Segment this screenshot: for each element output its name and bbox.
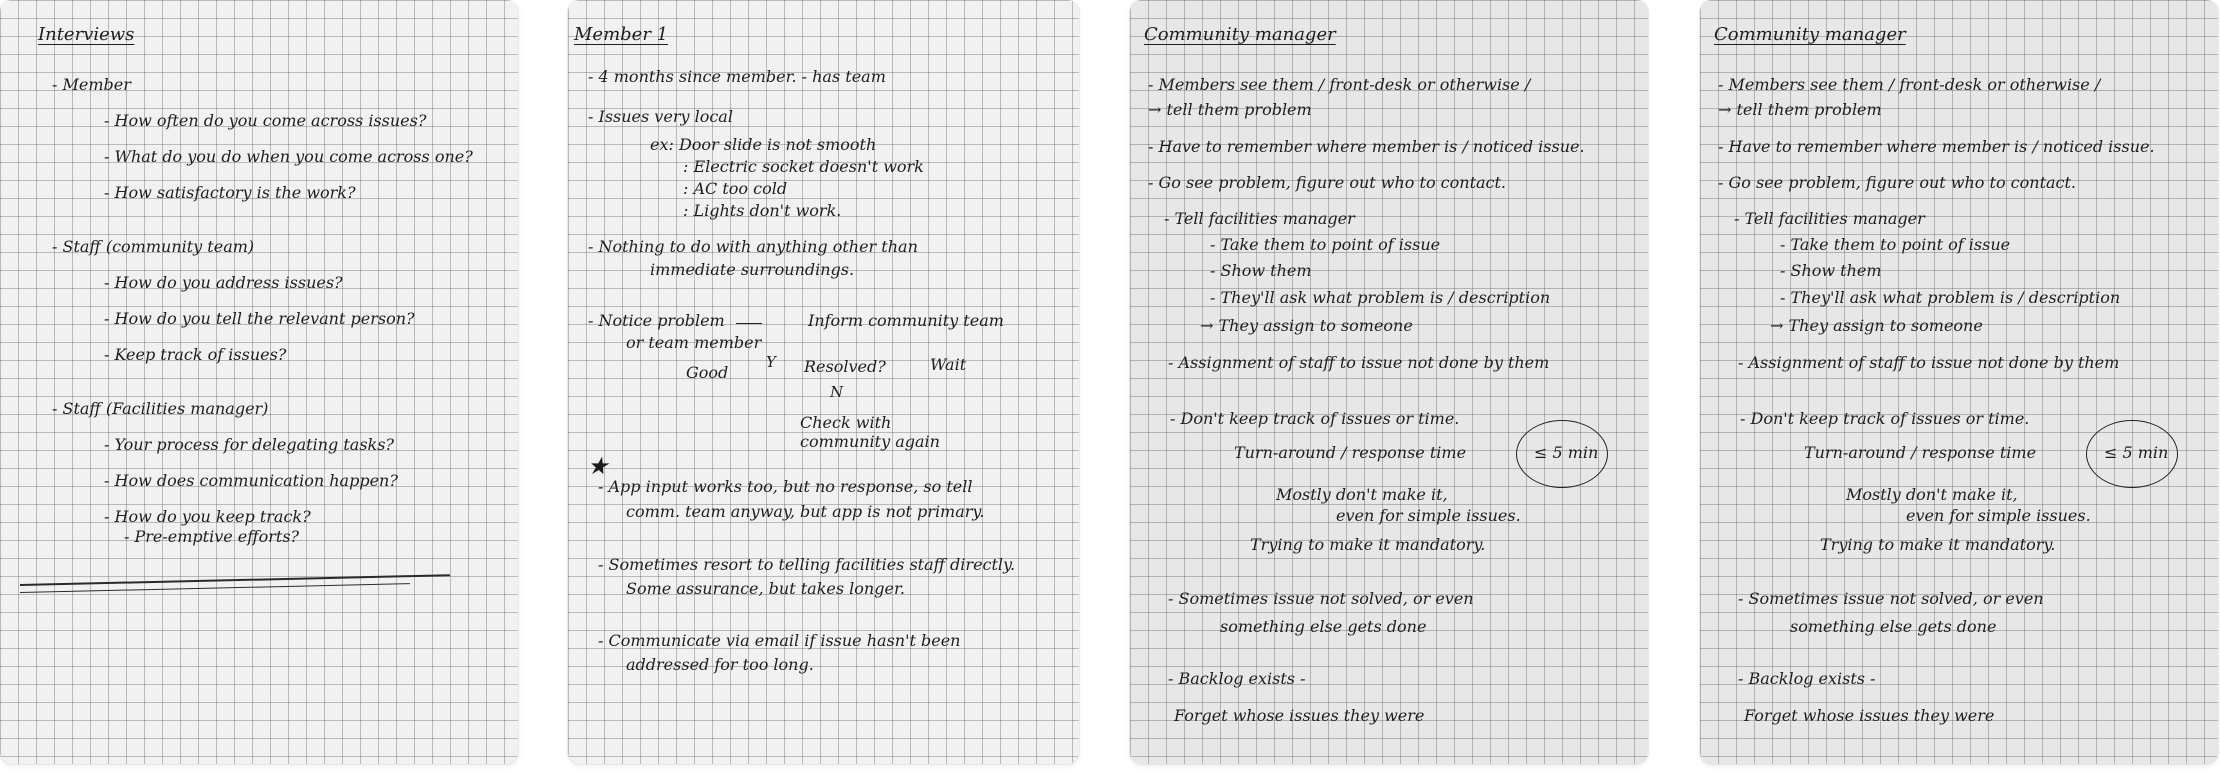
note-line: or team member (626, 333, 762, 352)
note-line: - Tell facilities manager (1734, 209, 1925, 228)
note-line: - Go see problem, figure out who to contact. (1718, 173, 2077, 192)
page-content (568, 0, 1079, 764)
note-line: : AC too cold (683, 179, 788, 198)
flow-arrow (736, 323, 762, 324)
note-line: → tell them problem (1718, 100, 1882, 119)
notebook-page-2 (568, 0, 1079, 764)
note-line: - Don't keep track of issues or time. (1170, 409, 1460, 428)
note-line: - Nothing to do with anything other than (588, 237, 918, 256)
note-line: - Have to remember where member is / noticed issue. (1718, 137, 2155, 156)
star-icon: ★ (587, 452, 609, 480)
note-line: Forget whose issues they were (1174, 706, 1425, 725)
page-title: Interviews (38, 24, 135, 45)
note-line: Check with (800, 413, 892, 432)
note-line: - Sometimes issue not solved, or even (1168, 589, 1474, 608)
note-line: Forget whose issues they were (1744, 706, 1995, 725)
note-line: : Electric socket doesn't work (683, 157, 924, 176)
note-line: - Pre-emptive efforts? (124, 527, 300, 546)
note-line: ≤ 5 min (1534, 443, 1599, 462)
note-line: - Communicate via email if issue hasn't been (598, 631, 961, 650)
note-line: - How satisfactory is the work? (104, 183, 356, 202)
note-line: Some assurance, but takes longer. (626, 579, 905, 598)
note-line: something else gets done (1220, 617, 1427, 636)
note-line: - How do you keep track? (104, 507, 311, 526)
note-line: - Backlog exists - (1168, 669, 1306, 688)
note-line: - Take them to point of issue (1780, 235, 2011, 254)
note-line: Mostly don't make it, (1846, 485, 2018, 504)
note-line: - Go see problem, figure out who to contact. (1148, 173, 1507, 192)
note-line: - Backlog exists - (1738, 669, 1876, 688)
note-line: - How often do you come across issues? (104, 111, 427, 130)
note-line: - Tell facilities manager (1164, 209, 1355, 228)
note-line: - Show them (1780, 261, 1882, 280)
note-line: - Have to remember where member is / noticed issue. (1148, 137, 1585, 156)
note-line: - Take them to point of issue (1210, 235, 1441, 254)
note-line: - Member (52, 75, 131, 94)
note-line: Trying to make it mandatory. (1250, 535, 1486, 554)
note-line: immediate surroundings. (650, 260, 855, 279)
notebook-page-3 (1130, 0, 1648, 764)
note-line: - Members see them / front-desk or otherwise / (1718, 75, 2101, 94)
note-line: Inform community team (808, 311, 1004, 330)
note-line: - What do you do when you come across one? (104, 147, 473, 166)
flow-label: Y (766, 353, 776, 371)
notebook-page-4 (1700, 0, 2218, 764)
note-line: ex: Door slide is not smooth (650, 135, 877, 154)
note-line: - How does communication happen? (104, 471, 398, 490)
note-line: Turn-around / response time (1804, 443, 2037, 462)
page-content (1700, 0, 2218, 764)
note-line: ≤ 5 min (2104, 443, 2169, 462)
note-line: Turn-around / response time (1234, 443, 1467, 462)
note-line: - They'll ask what problem is / description (1210, 288, 1551, 307)
note-line: - Assignment of staff to issue not done by them (1738, 353, 2120, 372)
note-line: - Staff (Facilities manager) (52, 399, 269, 418)
notebook-page-1 (0, 0, 518, 764)
note-line: - Sometimes issue not solved, or even (1738, 589, 2044, 608)
note-line: Good (686, 363, 729, 382)
note-line: - Members see them / front-desk or otherwise / (1148, 75, 1531, 94)
note-line: - Sometimes resort to telling facilities staff directly. (598, 555, 1016, 574)
note-line: - 4 months since member. - has team (588, 67, 886, 86)
note-line: : Lights don't work. (683, 201, 842, 220)
note-line: Mostly don't make it, (1276, 485, 1448, 504)
note-line: - Assignment of staff to issue not done by them (1168, 353, 1550, 372)
note-line: - They'll ask what problem is / description (1780, 288, 2121, 307)
note-line: even for simple issues. (1336, 506, 1521, 525)
page-title: Community manager (1144, 24, 1336, 45)
note-line: → tell them problem (1148, 100, 1312, 119)
note-line: something else gets done (1790, 617, 1997, 636)
flow-label: N (830, 383, 844, 401)
note-line: Trying to make it mandatory. (1820, 535, 2056, 554)
note-line: addressed for too long. (626, 655, 814, 674)
page-content (1130, 0, 1648, 764)
note-line: - Notice problem (588, 311, 725, 330)
note-line: Wait (930, 355, 967, 374)
page-title: Community manager (1714, 24, 1906, 45)
note-line: - Your process for delegating tasks? (104, 435, 395, 454)
note-line: - App input works too, but no response, so tell (598, 477, 973, 496)
note-line: Resolved? (804, 357, 886, 376)
note-line: - Issues very local (588, 107, 733, 126)
note-line: → They assign to someone (1200, 316, 1413, 335)
note-line: community again (800, 432, 940, 451)
page-content (0, 0, 518, 764)
note-line: → They assign to someone (1770, 316, 1983, 335)
note-line: - Don't keep track of issues or time. (1740, 409, 2030, 428)
page-title: Member 1 (574, 24, 669, 45)
note-line: - Keep track of issues? (104, 345, 287, 364)
note-line: even for simple issues. (1906, 506, 2091, 525)
note-line: - Show them (1210, 261, 1312, 280)
note-line: comm. team anyway, but app is not primary. (626, 502, 985, 521)
note-line: - How do you address issues? (104, 273, 343, 292)
note-line: - How do you tell the relevant person? (104, 309, 415, 328)
note-line: - Staff (community team) (52, 237, 255, 256)
